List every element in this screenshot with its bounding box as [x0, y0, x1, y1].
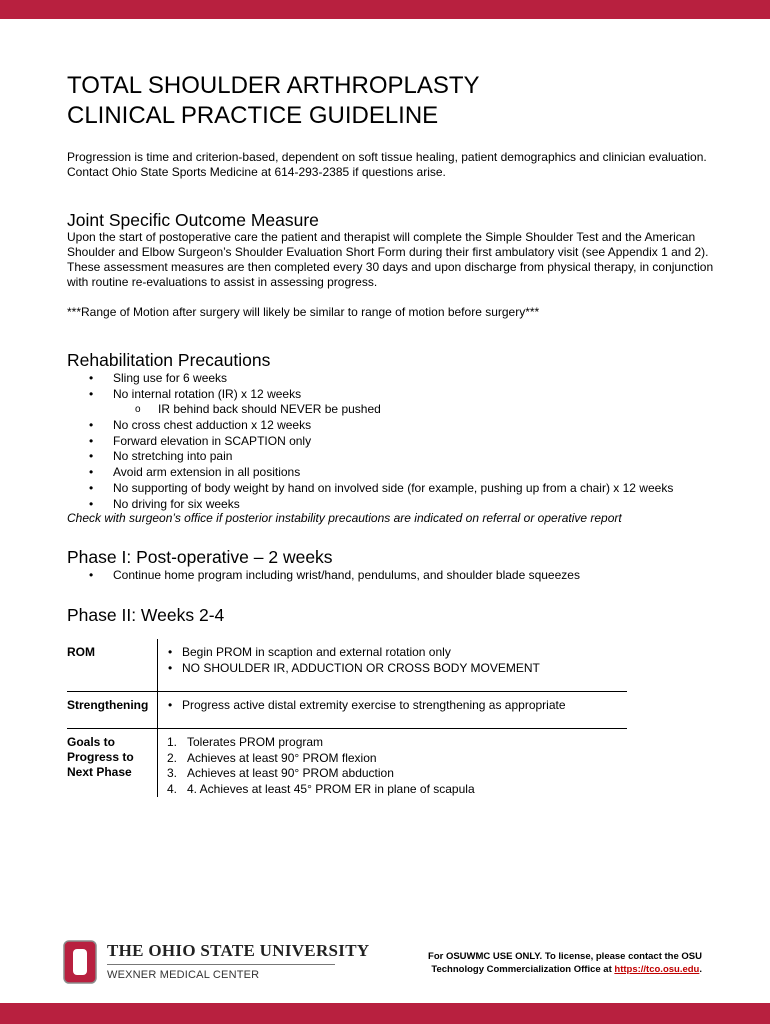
tco-link[interactable]: https://tco.osu.edu: [614, 963, 700, 975]
list-item: 3. Achieves at least 90° PROM abduction: [167, 766, 394, 780]
outcome-body: Upon the start of postoperative care the patient and therapist will complete the Simple Shoulder Test and the American Shoulder and Elbow Surgeon’s Shoulder Evaluation Short Form during their first ambulatory visit (see Appendix 1 and 2). These assessment measures are then completed every 30 days and upon discharge from physical therapy, in conjunction with routine re-evaluations to assist in assessing progress.: [67, 230, 714, 289]
list-item: • Continue home program including wrist/hand, pendulums, and shoulder blade squeezes: [67, 568, 580, 584]
list-item: • No cross chest adduction x 12 weeks: [67, 418, 673, 434]
list-item: • Sling use for 6 weeks: [67, 371, 673, 387]
list-item: • Progress active distal extremity exercise to strengthening as appropriate: [166, 698, 627, 714]
title-line-2: CLINICAL PRACTICE GUIDELINE: [67, 102, 439, 129]
precautions-list: [67, 371, 673, 512]
list-item: • No stretching into pain: [67, 449, 673, 465]
list-item: 2. Achieves at least 90° PROM flexion: [167, 750, 377, 765]
table-row: [67, 639, 627, 692]
precautions-note: Check with surgeon’s office if posterior instability precautions are indicated on referral or operative report: [67, 511, 622, 525]
logo-subtitle: WEXNER MEDICAL CENTER: [107, 969, 260, 981]
rom-note: ***Range of Motion after surgery will likely be similar to range of motion before surgery***: [67, 305, 540, 319]
logo-university-name: THE OHIO STATE UNIVERSITY: [107, 941, 370, 960]
outcome-heading: Joint Specific Outcome Measure: [67, 210, 319, 230]
rom-cell: [158, 639, 628, 692]
list-item: • NO SHOULDER IR, ADDUCTION OR CROSS BODY MOVEMENT: [166, 661, 627, 677]
list-item: • No driving for six weeks: [67, 497, 673, 513]
bottom-brand-band: [0, 1003, 770, 1024]
table-row: [67, 729, 627, 798]
intro-paragraph: Progression is time and criterion-based, dependent on soft tissue healing, patient demographics and clinician evaluation. Contact Ohio State Sports Medicine at 614-293-2385 if questions arise.: [67, 150, 707, 179]
title-line-1: TOTAL SHOULDER ARTHROPLASTY: [67, 72, 480, 99]
goals-label: Goals to Progress to Next Phase: [67, 729, 158, 798]
phase2-heading: Phase II: Weeks 2-4: [67, 605, 225, 625]
list-item: 4. 4. Achieves at least 45° PROM ER in plane of scapula: [167, 781, 475, 796]
phase1-list: [67, 568, 580, 584]
block-o-icon: [63, 940, 97, 984]
list-item: • No internal rotation (IR) x 12 weeks: [67, 387, 673, 403]
list-item: • No supporting of body weight by hand on involved side (for example, pushing up from a chair) x 12 weeks: [67, 481, 673, 497]
list-item: • Avoid arm extension in all positions: [67, 465, 673, 481]
phase2-table: [67, 639, 627, 797]
sub-list-item: o IR behind back should NEVER be pushed: [67, 402, 673, 418]
goals-cell: [158, 729, 628, 798]
list-item: • Forward elevation in SCAPTION only: [67, 434, 673, 450]
osu-logo: [63, 940, 370, 984]
precautions-heading: Rehabilitation Precautions: [67, 350, 271, 370]
top-brand-band: [0, 0, 770, 19]
table-row: [67, 692, 627, 729]
strengthening-label: Strengthening: [67, 692, 158, 729]
list-item: 1. Tolerates PROM program: [167, 735, 324, 749]
license-note: For OSUWMC USE ONLY. To license, please contact the OSU Technology Commercialization Office at https://tco.osu.edu.: [428, 951, 702, 975]
phase1-heading: Phase I: Post-operative – 2 weeks: [67, 547, 333, 567]
logo-divider: [107, 964, 335, 965]
document-title: [67, 71, 480, 131]
strengthening-cell: [158, 692, 628, 729]
list-item: • Begin PROM in scaption and external rotation only: [166, 645, 627, 661]
rom-label: ROM: [67, 639, 158, 692]
